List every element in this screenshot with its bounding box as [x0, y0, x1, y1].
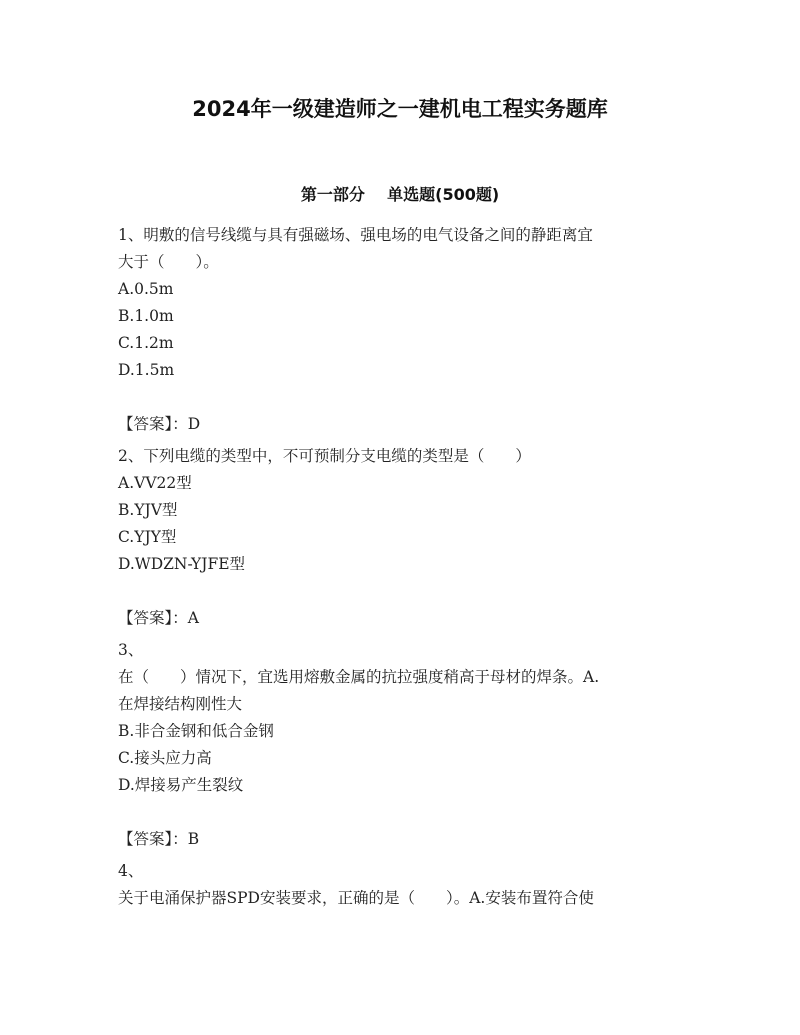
option-d: D.1.5m	[118, 361, 175, 379]
answer-value: D	[187, 415, 201, 433]
question-3	[118, 637, 683, 853]
option-d: D.WDZN-YJFE型	[118, 555, 246, 573]
question-stem-line: 关于电涌保护器SPD安装要求，正确的是（ ）。A.安装布置符合使	[118, 889, 594, 907]
option-c: C.1.2m	[118, 334, 174, 352]
answer-label: 【答案】：	[118, 830, 188, 848]
option-c: C.接头应力高	[118, 749, 212, 767]
question-stem-line: 在（ ）情况下，宜选用熔敷金属的抗拉强度稍高于母材的焊条。A.	[118, 668, 600, 686]
option-b: B.非合金钢和低合金钢	[118, 722, 274, 740]
question-stem-line: 在焊接结构刚性大	[118, 695, 243, 713]
answer-line	[118, 826, 683, 853]
question-2	[118, 443, 683, 632]
answer-value: A	[187, 609, 199, 627]
document-title: 2024年一级建造师之一建机电工程实务题库	[192, 97, 608, 121]
spacer	[118, 384, 683, 411]
option-b: B.YJV型	[118, 501, 178, 519]
question-stem-line: 1、明敷的信号线缆与具有强磁场、强电场的电气设备之间的静距离宜	[118, 226, 593, 244]
answer-value: B	[187, 830, 200, 848]
question-stem-line: 大于（ ）。	[118, 253, 219, 271]
option-c: C.YJY型	[118, 528, 177, 546]
answer-line	[118, 411, 683, 438]
option-a: A.VV22型	[118, 474, 192, 492]
answer-label: 【答案】：	[118, 609, 188, 627]
option-a: A.0.5m	[118, 280, 174, 298]
answer-label: 【答案】：	[118, 415, 188, 433]
question-4	[118, 858, 683, 912]
question-1	[118, 222, 683, 438]
question-list	[118, 222, 683, 912]
question-stem-line: 2、下列电缆的类型中，不可预制分支电缆的类型是（ ）	[118, 447, 531, 465]
section-title: 第一部分 单选题(500题)	[300, 185, 500, 204]
question-stem-line: 4、	[118, 862, 144, 880]
option-b: B.1.0m	[118, 307, 174, 325]
spacer	[118, 578, 683, 605]
answer-line	[118, 605, 683, 632]
spacer	[118, 799, 683, 826]
question-stem-line: 3、	[118, 641, 144, 659]
option-d: D.焊接易产生裂纹	[118, 776, 244, 794]
